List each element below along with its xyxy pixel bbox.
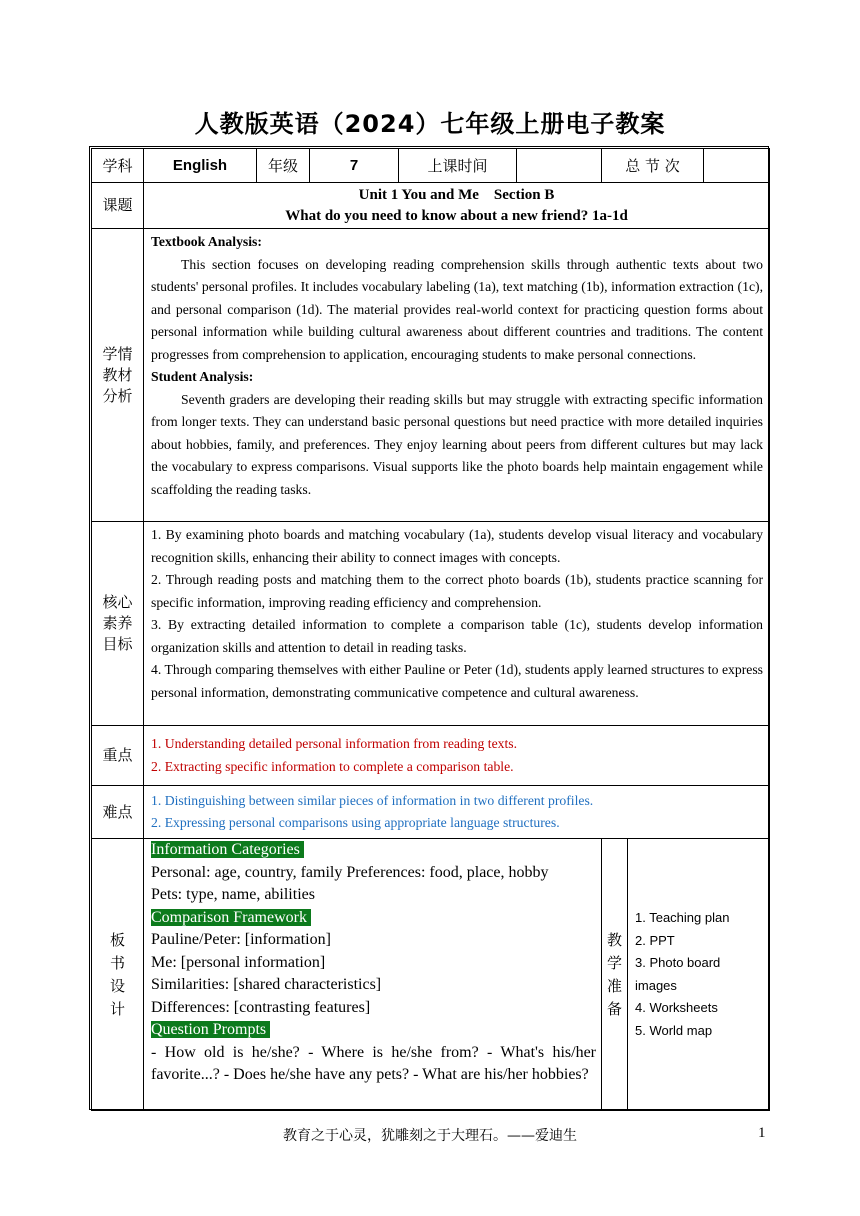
- key-point-2: 2. Extracting specific information to complete a comparison table.: [151, 758, 514, 774]
- analysis-label-2: 教材: [102, 365, 133, 384]
- subject-label: 学科: [92, 149, 144, 183]
- difficulty-2: 2. Expressing personal comparisons using appropriate language structures.: [151, 815, 560, 830]
- page-number: 1: [758, 1125, 766, 1141]
- core-item-2: 2. Through reading posts and matching them to the correct photo boards (1b), students practice scanning for specific information, improving reading efficiency and comprehension.: [151, 572, 764, 610]
- prep-label-3: 准: [606, 976, 622, 995]
- prep-item: images: [635, 977, 677, 993]
- subject-value: English: [144, 149, 257, 183]
- core-label-1: 核心: [102, 593, 133, 611]
- core-label-3: 目标: [102, 635, 133, 653]
- prep-item: 2. PPT: [635, 932, 675, 948]
- student-analysis-heading: Student Analysis:: [151, 369, 254, 384]
- board-line: - How old is he/she? - Where is he/she from? - What's his/her favorite...? - Does he/she have any pets? - What are his/her hobbies?: [151, 1043, 596, 1083]
- difficulties-row: [92, 786, 770, 839]
- key-points-content: [144, 726, 770, 786]
- core-content: [144, 522, 770, 726]
- core-item-4: 4. Through comparing themselves with either Pauline or Peter (1d), students apply learned structures to express personal information, demonstrating communicative competence and cultural awareness.: [151, 662, 764, 700]
- page-title: 人教版英语（2024）七年级上册电子教案: [194, 110, 666, 138]
- key-points-label: 重点: [92, 726, 144, 786]
- analysis-label-1: 学情: [102, 344, 133, 363]
- key-points-row: [92, 726, 770, 786]
- analysis-content: [144, 229, 770, 522]
- total-sessions-label: 总 节 次: [602, 149, 704, 183]
- core-item-1: 1. By examining photo boards and matching vocabulary (1a), students develop visual literacy and vocabulary recognition skills, enhancing their ability to connect images with concepts.: [151, 527, 764, 565]
- difficulties-label: 难点: [92, 786, 144, 839]
- difficulty-1: 1. Distinguishing between similar pieces of information in two different profiles.: [151, 792, 594, 808]
- board-line: Me: [personal information]: [151, 953, 326, 971]
- board-label: [92, 839, 144, 1111]
- board-line: Differences: [contrasting features]: [151, 998, 371, 1016]
- prep-item: 1. Teaching plan: [635, 910, 730, 925]
- analysis-row: [92, 229, 770, 522]
- lesson-plan-table: [91, 148, 770, 1111]
- class-time-value: [517, 149, 602, 183]
- core-row: [92, 522, 770, 726]
- prep-label-2: 学: [606, 953, 622, 972]
- board-heading-questions: Question Prompts: [151, 1021, 270, 1038]
- header-row: [92, 149, 770, 183]
- board-line: Pets: type, name, abilities: [151, 886, 315, 903]
- board-line: Pauline/Peter: [information]: [151, 931, 331, 948]
- textbook-analysis-text: This section focuses on developing reading comprehension skills through authentic texts about two students' personal profiles. It includes vocabulary labeling (1a), text matching (1b), information extraction (1c), and personal comparison (1d). The material provides real-world context for practicing question forms about personal information while building cultural awareness about different countries and traditions. The content progresses from comprehension to application, encouraging students to make personal connections.: [151, 256, 764, 362]
- key-point-1: 1. Understanding detailed personal information from reading texts.: [151, 736, 518, 751]
- topic-label: 课题: [92, 183, 144, 229]
- topic-line-2: What do you need to know about a new friend? 1a-1d: [285, 207, 628, 224]
- core-label-2: 素养: [102, 614, 133, 632]
- board-line: Personal: age, country, family Preferences: food, place, hobby: [151, 863, 549, 881]
- board-content: [144, 839, 602, 1111]
- student-analysis-text: Seventh graders are developing their reading skills but may struggle with extracting specific information from longer texts. They can understand basic personal questions but need practice with more detailed inquiries about hobbies, family, and preferences. They enjoy learning about peers from different cultures but may lack the vocabulary to express comparisons. Visual supports like the photo boards help maintain engagement while scaffolding the reading tasks.: [151, 391, 764, 497]
- board-heading-info: Information Categories: [151, 841, 304, 858]
- difficulties-content: [144, 786, 770, 839]
- footer-quote: 教育之于心灵，犹雕刻之于大理石。——爱迪生: [283, 1128, 577, 1144]
- board-label-4: 计: [109, 999, 125, 1018]
- analysis-label-3: 分析: [102, 386, 133, 405]
- board-label-3: 设: [109, 976, 125, 995]
- prep-item: 3. Photo board: [635, 955, 721, 970]
- core-label: [92, 522, 144, 726]
- board-heading-comparison: Comparison Framework: [151, 909, 311, 926]
- prep-item: 5. World map: [635, 1022, 713, 1038]
- topic-cell: [144, 183, 770, 229]
- prep-label: [602, 839, 628, 1111]
- prep-label-1: 教: [606, 930, 622, 949]
- prep-item: 4. Worksheets: [635, 1000, 718, 1015]
- total-sessions-value: [704, 149, 770, 183]
- grade-label: 年级: [257, 149, 310, 183]
- board-label-1: 板: [109, 930, 125, 949]
- analysis-label: [92, 229, 144, 522]
- grade-value: 7: [310, 149, 399, 183]
- prep-content: [628, 839, 770, 1111]
- topic-row: [92, 183, 770, 229]
- board-label-2: 书: [109, 953, 125, 972]
- topic-line-1: Unit 1 You and Me Section B: [358, 186, 555, 203]
- prep-label-4: 备: [606, 999, 622, 1018]
- core-item-3: 3. By extracting detailed information to complete a comparison table (1c), students develop information organization skills and attention to detail in reading tasks.: [151, 617, 764, 655]
- board-row: [92, 839, 770, 1111]
- board-line: Similarities: [shared characteristics]: [151, 976, 382, 993]
- textbook-analysis-heading: Textbook Analysis:: [151, 234, 262, 249]
- class-time-label: 上课时间: [399, 149, 517, 183]
